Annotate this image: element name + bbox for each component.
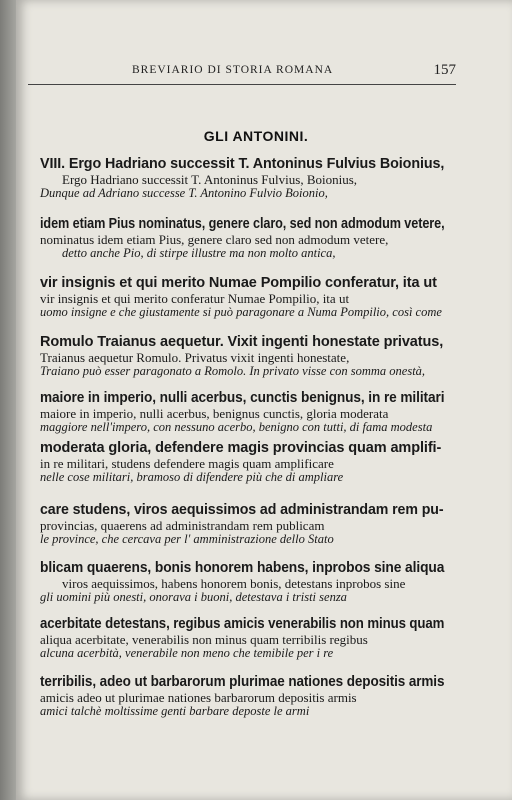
book-spine-shadow — [0, 0, 16, 800]
verse-block — [40, 156, 444, 200]
verse-block — [40, 216, 444, 260]
page-number: 157 — [433, 62, 456, 78]
latin-text-line: Romulo Traianus aequetur. Vixit ingenti honestate privatus, — [40, 334, 444, 350]
verse-block — [40, 560, 444, 604]
latin-text-line: acerbitate detestans, regibus amicis venerabilis non minus quam — [40, 616, 445, 632]
verse-block — [40, 390, 444, 434]
running-title: BREVIARIO DI STORIA ROMANA — [132, 64, 334, 76]
latin-word-order-line: maiore in imperio, nulli acerbus, benignus cunctis, gloria moderata — [40, 406, 389, 421]
latin-text-line: blicam quaerens, bonis honorem habens, inprobos sine aliqua — [40, 560, 445, 576]
latin-text-line: care studens, viros aequissimos ad administrandam rem pu- — [40, 502, 444, 518]
verse-block — [40, 502, 444, 546]
latin-word-order-line: nominatus idem etiam Pius, genere claro sed non admodum vetere, — [40, 232, 389, 247]
latin-word-order-line: amicis adeo ut plurimae nationes barbarorum depositis armis — [40, 690, 357, 705]
italian-translation-line: amici talchè moltissime genti barbare deposte le armi — [40, 704, 310, 718]
italian-translation-line: detto anche Pio, di stirpe illustre ma non molto antica, — [62, 246, 336, 260]
latin-text-line: vir insignis et qui merito Numae Pompilio conferatur, ita ut — [40, 275, 437, 291]
latin-word-order-line: Traianus aequetur Romulo. Privatus vixit ingenti honestate, — [40, 350, 350, 365]
latin-word-order-line: in re militari, studens defendere magis quam amplificare — [40, 456, 334, 471]
latin-text-line: maiore in imperio, nulli acerbus, cunctis benignus, in re militari — [40, 390, 445, 406]
italian-translation-line: nelle cose militari, bramoso di difendere più che di ampliare — [40, 470, 344, 484]
italian-translation-line: le province, che cercava per l' amministrazione dello Stato — [40, 532, 334, 546]
latin-text-line: moderata gloria, defendere magis provincias quam amplifi- — [40, 440, 442, 456]
latin-text-line: terribilis, adeo ut barbarorum plurimae nationes depositis armis — [40, 674, 445, 690]
latin-text-line: VIII. Ergo Hadriano successit T. Antoninus Fulvius Boionius, — [40, 156, 445, 172]
chapter-title: GLI ANTONINI. — [203, 128, 309, 144]
latin-word-order-line: aliqua acerbitate, venerabilis non minus quam terribilis regibus — [40, 632, 368, 647]
latin-word-order-line: provincias, quaerens ad administrandam rem publicam — [40, 518, 325, 533]
italian-translation-line: Dunque ad Adriano successe T. Antonino Fulvio Boionio, — [40, 186, 328, 200]
running-header — [28, 62, 456, 85]
latin-word-order-line: vir insignis et qui merito conferatur Numae Pompilio, ita ut — [40, 291, 350, 306]
verse-block — [40, 275, 444, 319]
latin-word-order-line: viros aequissimos, habens honorem bonis, detestans inprobos sine — [62, 576, 406, 591]
verse-block — [40, 440, 444, 484]
latin-text-line: idem etiam Pius nominatus, genere claro, sed non admodum vetere, — [40, 216, 445, 232]
verse-block — [40, 334, 444, 378]
italian-translation-line: alcuna acerbità, venerabile non meno che temibile per i re — [40, 646, 334, 660]
italian-translation-line: Traiano può esser paragonato a Romolo. In privato visse con somma onestà, — [40, 364, 426, 378]
italian-translation-line: maggiore nell'impero, con nessuno acerbo, benigno con tutti, di fama modesta — [40, 420, 433, 434]
verse-block — [40, 616, 444, 660]
italian-translation-line: uomo insigne e che giustamente si può paragonare a Numa Pompilio, così come — [40, 305, 442, 319]
latin-word-order-line: Ergo Hadriano successit T. Antoninus Fulvius, Boionius, — [62, 172, 358, 187]
italian-translation-line: gli uomini più onesti, onorava i buoni, detestava i tristi senza — [40, 590, 347, 604]
verse-block — [40, 674, 444, 718]
